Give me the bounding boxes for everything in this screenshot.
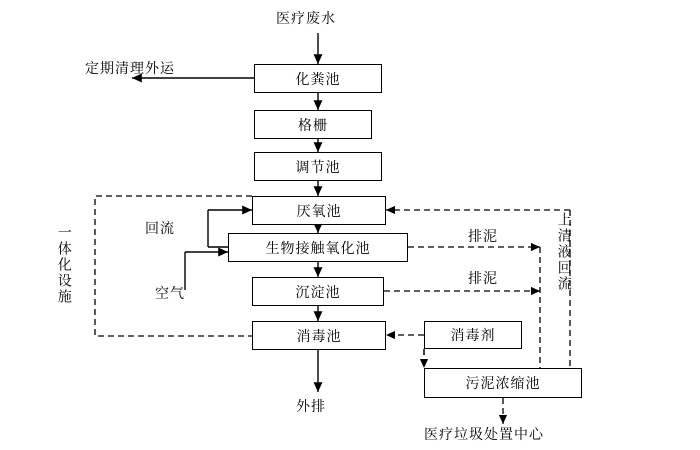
node-adjusting-tank[interactable]: 调节池 — [254, 152, 382, 181]
node-sludge-thickening-tank[interactable]: 污泥浓缩池 — [424, 368, 582, 398]
label-periodic-clean: 定期清理外运 — [85, 61, 175, 77]
node-biological-contact-oxidation-tank[interactable]: 生物接触氧化池 — [228, 233, 408, 262]
label-sludge-discharge-1: 排泥 — [468, 229, 498, 245]
label-integrated-facility: 一体化设施 — [55, 225, 72, 305]
label-supernatant-return: 上清液回流 — [555, 212, 572, 292]
label-medical-waste-center: 医疗垃圾处置中心 — [424, 427, 544, 443]
node-septic-tank[interactable]: 化粪池 — [254, 64, 382, 93]
node-disinfectant[interactable]: 消毒剂 — [424, 321, 522, 349]
node-grate[interactable]: 格栅 — [254, 110, 372, 139]
label-reflux: 回流 — [145, 221, 175, 237]
label-air: 空气 — [155, 286, 185, 302]
node-anaerobic-tank[interactable]: 厌氧池 — [252, 196, 386, 225]
node-disinfection-tank[interactable]: 消毒池 — [252, 321, 386, 350]
label-outflow: 外排 — [296, 399, 326, 415]
node-sedimentation-tank[interactable]: 沉淀池 — [252, 277, 384, 306]
label-inflow: 医疗废水 — [276, 11, 336, 27]
label-sludge-discharge-2: 排泥 — [468, 271, 498, 287]
